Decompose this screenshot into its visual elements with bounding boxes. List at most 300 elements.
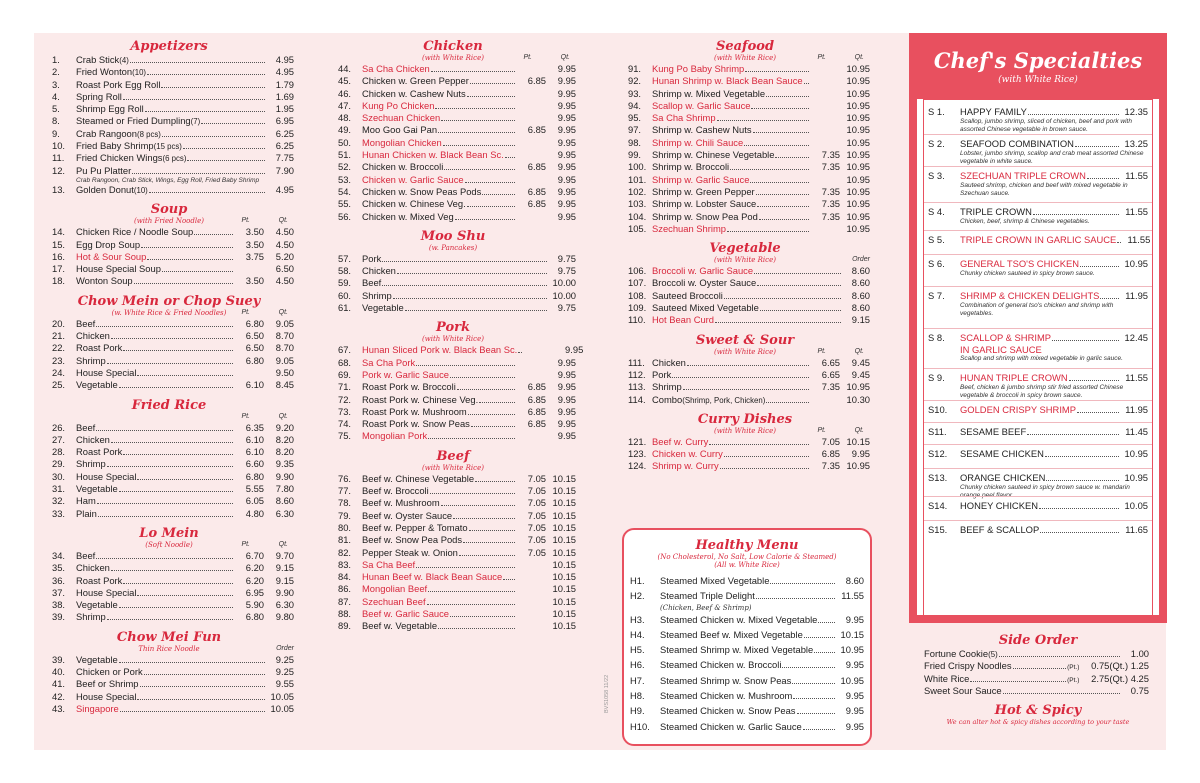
leader-dots [1013,668,1067,669]
section-title: Vegetable [709,241,781,257]
item-number: 98. [628,136,642,148]
healthy-subtitle-2: (All w. White Rice) [714,561,780,569]
price: 10.15 [552,509,576,521]
specialty-code: S 4. [928,206,945,217]
leader-dots [450,616,515,617]
quart-header: Qt. [278,412,288,420]
menu-item [44,703,294,715]
price: 8.60 [851,277,870,289]
item-number: 107. [628,277,647,289]
leader-dots [775,157,809,158]
pint-price: 4.80 [245,507,264,519]
item-number: 97. [628,124,642,136]
menu-item [628,588,864,603]
item-name: Chicken w. Cashew Nuts [362,87,466,99]
specialty-code: S 9. [928,372,945,383]
item-number: 53. [338,173,352,185]
price: 12.45 [1124,332,1148,343]
section-subtitle: (w. Pancakes) [428,243,478,252]
price: 8.70 [275,330,294,342]
leader-dots [782,667,835,668]
item-name: Shrimp Egg Roll [76,103,144,115]
pint-price: 7.35 [821,149,840,161]
section-title: Appetizers [130,39,208,54]
pint-price: 6.85 [527,161,546,173]
item-number: 86. [338,583,352,595]
item-number: 45. [338,75,352,87]
item-number: 16. [52,250,66,262]
menu-item [44,184,294,196]
separator [924,444,1152,445]
menu-item [620,369,870,381]
leader-dots [137,699,265,700]
section-title: Pork [436,320,470,336]
price: 9.75 [557,252,576,264]
leader-dots [194,234,233,235]
specialty-item [928,170,1148,197]
item-name: Roast Pork Egg Roll [76,78,161,90]
leader-dots [397,273,547,274]
pint-price: 6.05 [245,495,264,507]
item-name: Szechuan Chicken [362,112,441,124]
pint-price: 6.85 [527,75,546,87]
price: 9.80 [275,611,294,623]
section-subtitle-row [44,217,294,226]
menu-item [330,277,576,289]
leader-dots [730,169,809,170]
item-name: Beef [76,549,96,561]
chefs-specialties-title: Chef's Specialties [933,48,1143,73]
leader-dots [444,169,515,170]
specialty-name: TRIPLE CROWN [960,206,1032,217]
leader-dots [123,454,233,455]
specialty-name: GENERAL TSO'S CHICKEN [960,258,1080,269]
specialty-item [928,472,1148,499]
item-number: 18. [52,275,66,287]
item-note: (Shrimp, Pork, Chicken) [682,395,766,405]
item-number: 114. [628,393,646,405]
column-3 [620,33,870,473]
leader-dots [471,426,515,427]
price: 10.95 [846,87,870,99]
price: 9.95 [557,185,576,197]
price: 10.95 [846,173,870,185]
menu-item [628,719,864,734]
menu-item [44,66,294,78]
item-name: Moo Goo Gai Pan [362,124,438,136]
specialty-name: HUNAN TRIPLE CROWN [960,372,1068,383]
leader-dots [144,674,265,675]
menu-item [330,620,576,632]
item-number: 106. [628,265,647,277]
leader-dots [687,365,809,366]
specialty-code: S 8. [928,332,945,343]
menu-item [620,161,870,173]
price: 9.95 [557,198,576,210]
menu-item [330,485,576,497]
pint-header: Pt. [241,217,250,225]
section-title: Soup [150,202,188,218]
price: 9.95 [845,659,864,671]
healthy-title: Healthy Menu [695,538,799,553]
leader-dots [455,219,515,220]
price: 10.95 [846,210,870,222]
separator [924,496,1152,497]
pint-price: 6.10 [245,433,264,445]
item-name: Sweet Sour Sauce [924,684,1002,696]
leader-dots [183,148,265,149]
menu-item [620,88,870,100]
pint-header: Pt. [241,412,250,420]
item-name: Beef w. Vegetable [362,620,438,632]
price: 4.50 [275,238,294,250]
specialty-description: Lobster, jumbo shrimp, scallop and crab meat assorted Chinese vegetable in white sauce. [960,150,1144,165]
specialty-item [928,524,1148,536]
item-name: Shrimp [76,611,106,623]
specialty-code: S15. [928,524,948,535]
side-item [909,660,1167,672]
item-name: Steamed Shrimp w. Snow Peas [660,674,792,686]
item-name: Roast Pork [76,574,123,586]
item-number: 5. [52,103,60,115]
item-number: 44. [338,63,352,74]
menu-item [628,673,864,688]
pint-price: 6.60 [245,458,264,470]
sweet_sour-section [620,333,870,406]
item-number: 1. [52,54,60,65]
menu-item [330,596,576,608]
leader-dots [453,518,515,519]
price: 8.45 [275,379,294,391]
item-number: 124. [628,460,647,472]
separator [924,400,1152,401]
item-number: 56. [338,210,352,222]
leader-dots [147,74,265,75]
pint-price: 6.80 [245,354,264,366]
item-number: 4. [52,90,60,102]
item-number: 78. [338,497,352,509]
item-number: 87. [338,595,352,607]
specialty-line [928,426,1148,438]
menu-item [330,559,576,571]
item-name: Pu Pu Platter [76,164,132,176]
item-name: Chicken or Pork [76,665,143,677]
leader-dots [441,120,515,121]
item-number: 37. [52,586,66,598]
leader-dots [814,652,835,653]
specialty-description: Chunky chicken sauteed in spicy brown sauce w. mandarin orange peel flavor. [960,484,1130,499]
item-number: 49. [338,124,352,136]
specialty-line [928,372,1148,384]
leader-dots [141,247,233,248]
specialty-line [928,524,1148,536]
price: 9.75 [557,302,576,314]
price: 10.95 [846,161,870,173]
item-name: Vegetable [76,379,118,391]
price: 13.25 [1124,138,1148,149]
item-name: Shrimp [76,354,106,366]
price: 4.50 [275,226,294,238]
quart-header: Qt. [278,217,288,225]
price: 11.95 [1125,290,1148,301]
item-number: 74. [338,418,352,430]
specialty-description: Scallop and shrimp with mixed vegetable in garlic sauce. [960,355,1123,362]
menu-item [44,575,294,587]
section-title: Chicken [423,39,483,54]
leader-dots [469,530,515,531]
menu-item [620,448,870,460]
side-order-title: Side Order [998,633,1078,648]
menu-page [34,33,1166,750]
item-name: Sa Cha Chicken [362,63,430,74]
item-number: 93. [628,87,642,99]
specialty-code: S 2. [928,138,945,149]
item-number: H2. [630,590,645,602]
specialty-item [928,234,1151,246]
item-number: 51. [338,149,352,161]
item-name: Shrimp [652,381,682,393]
menu-item [330,124,576,136]
item-number: 109. [628,302,647,314]
leader-dots [119,387,233,388]
section-subtitle-row [330,464,576,473]
item-name: Beef [76,421,96,433]
item-number: 9. [52,127,60,139]
price: 1.95 [275,103,294,115]
leader-dots [804,637,835,638]
menu-item [330,510,576,522]
menu-item [330,357,576,369]
separator [924,230,1152,231]
item-name: Shrimp w. Chinese Vegetable [652,149,775,161]
pint-price: 2.75 [1091,672,1110,684]
specialty-line [928,472,1148,484]
section-subtitle-row [44,413,294,422]
item-name: Mongolian Beef [362,583,428,595]
section-subtitle-row [620,54,870,63]
item-name: Roast Pork [76,446,123,458]
specialty-item [928,404,1148,416]
item-name: Fried Wonton [76,66,133,78]
pint-price: 5.55 [245,483,264,495]
specialty-line [928,106,1148,118]
menu-item [620,63,870,75]
item-number: 22. [52,342,66,354]
leader-dots [1117,242,1121,243]
menu-item [44,165,294,177]
menu-item [620,198,870,210]
item-name: Chicken [76,562,110,574]
price: 10.95 [846,222,870,234]
pint-price: 3.50 [245,275,264,287]
menu-item [330,473,576,485]
specialty-line [928,448,1148,460]
item-note: (6 pcs) [162,154,187,164]
section-subtitle-row [330,54,576,63]
leader-dots [1100,298,1119,299]
item-name: Steamed Mixed Vegetable [660,575,770,586]
item-number: 95. [628,112,642,124]
price: 9.95 [557,124,576,136]
item-name: Vegetable [362,302,404,314]
item-name: Sa Cha Pork [362,356,416,368]
leader-dots [468,414,515,415]
pint-price: 6.35 [245,421,264,433]
menu-item [44,128,294,140]
leader-dots [416,365,515,366]
item-number: 84. [338,571,352,583]
item-number: H3. [630,613,645,625]
item-name: House Special [76,366,137,378]
price: 9.05 [275,354,294,366]
leader-dots [757,285,841,286]
pint-price: 7.35 [821,198,840,210]
price: 10.00 [552,277,576,289]
pint-price: 6.65 [821,356,840,368]
price: 4.95 [275,66,294,78]
menu-item [44,91,294,103]
price: 10.15 [552,546,576,558]
item-number: 75. [338,430,352,442]
item-number: 59. [338,277,352,289]
leader-dots [1033,214,1119,215]
separator [924,520,1152,521]
leader-dots [149,192,265,193]
item-number: 108. [628,289,647,301]
item-name: Chicken w. Snow Peas Pods [362,185,482,197]
item-note: (5) [988,650,998,659]
pint-label: (Pt.) [1067,664,1080,672]
item-number: 77. [338,485,352,497]
leader-dots [745,71,809,72]
leader-dots [465,182,515,183]
item-name: Shrimp [76,458,106,470]
item-name: Shrimp w. Garlic Sauce [652,173,750,185]
item-number: 3. [52,78,60,90]
menu-item [44,495,294,507]
item-name: Chicken [76,433,110,445]
specialty-line [928,404,1148,416]
item-name: Beef w. Pepper & Tomato [362,521,468,533]
item-name: Shrimp w. Green Pepper [652,185,755,197]
item-number: 42. [52,690,66,702]
specialty-line [928,138,1148,150]
menu-item [330,149,576,161]
item-name: Steamed Shrimp w. Mixed Vegetable [660,644,814,656]
price: 9.25 [275,665,294,677]
item-number: 27. [52,433,66,445]
section-title: Curry Dishes [697,411,793,427]
item-name: Beef or Shrimp [76,678,139,690]
menu-item [44,330,294,342]
leader-dots [766,96,809,97]
item-number: 28. [52,446,66,458]
pint-price: 7.35 [821,161,840,173]
menu-item [620,149,870,161]
price: 9.95 [557,405,576,417]
pint-price: 6.85 [527,198,546,210]
price: 9.70 [275,549,294,561]
menu-item [330,547,576,559]
specialty-code: S13. [928,472,948,483]
item-name: Pork w. Garlic Sauce [362,368,450,380]
price: 9.95 [557,368,576,380]
leader-dots [1039,508,1119,509]
specialty-item [928,500,1148,512]
side-item [909,673,1167,685]
item-name: Szechuan Beef [362,595,426,607]
item-number: 88. [338,607,352,619]
item-number: H4. [630,628,645,640]
price: 9.75 [557,265,576,277]
price: 10.15 [552,607,576,619]
leader-dots [137,375,233,376]
item-number: 58. [338,265,352,277]
menu-item [330,265,576,277]
item-name: Steamed Chicken w. Garlic Sauce [660,720,802,732]
section-title: Fried Rice [131,397,207,413]
specialty-name: ORANGE CHICKEN [960,472,1046,483]
item-name: Roast Pork [76,342,123,354]
price: 10.15 [840,628,864,640]
leader-dots [459,555,515,556]
price: 9.15 [851,314,870,326]
pint-price: 7.35 [821,210,840,222]
price: 8.20 [275,433,294,445]
price: 9.05 [275,317,294,329]
price: 9.95 [557,173,576,185]
item-name: Hunan Beef w. Black Bean Sauce [362,571,503,583]
leader-dots [428,438,515,439]
specialty-code: S10. [928,404,948,415]
pint-price: 6.70 [245,549,264,561]
section-subtitle: (with White Rice) [422,463,484,472]
item-note: (10) [132,68,147,78]
item-name: Shrimp [362,289,392,301]
price: 6.50 [275,263,294,275]
item-number: 104. [628,210,647,222]
pork-section [330,320,584,442]
price: 8.60 [851,289,870,301]
price: 9.95 [845,720,864,732]
pint-price: 6.80 [245,611,264,623]
menu-item [44,587,294,599]
leader-dots [98,516,233,517]
price: 6.30 [275,599,294,611]
leader-dots [382,261,547,262]
specialty-name: HONEY CHICKEN [960,500,1038,511]
leader-dots [382,285,547,286]
item-number: H7. [630,674,645,686]
specialty-description: Combination of general tso's chicken and shrimp with vegetables. [960,302,1114,317]
leader-dots [457,389,515,390]
leader-dots [1028,114,1119,115]
item-name: Egg Drop Soup [76,238,141,250]
item-name: Chicken [652,356,686,368]
section-subtitle-row [620,348,870,357]
pint-price: 6.80 [245,317,264,329]
leader-dots [161,87,265,88]
item-name: Vegetable [76,483,118,495]
price: 10.30 [846,393,870,405]
price: 9.55 [275,678,294,690]
price: 10.95 [1124,472,1148,483]
chow_mein-section [44,294,294,392]
item-name: White Rice [924,672,970,684]
leader-dots [438,132,515,133]
leader-dots [162,136,265,137]
item-number: 72. [338,393,352,405]
